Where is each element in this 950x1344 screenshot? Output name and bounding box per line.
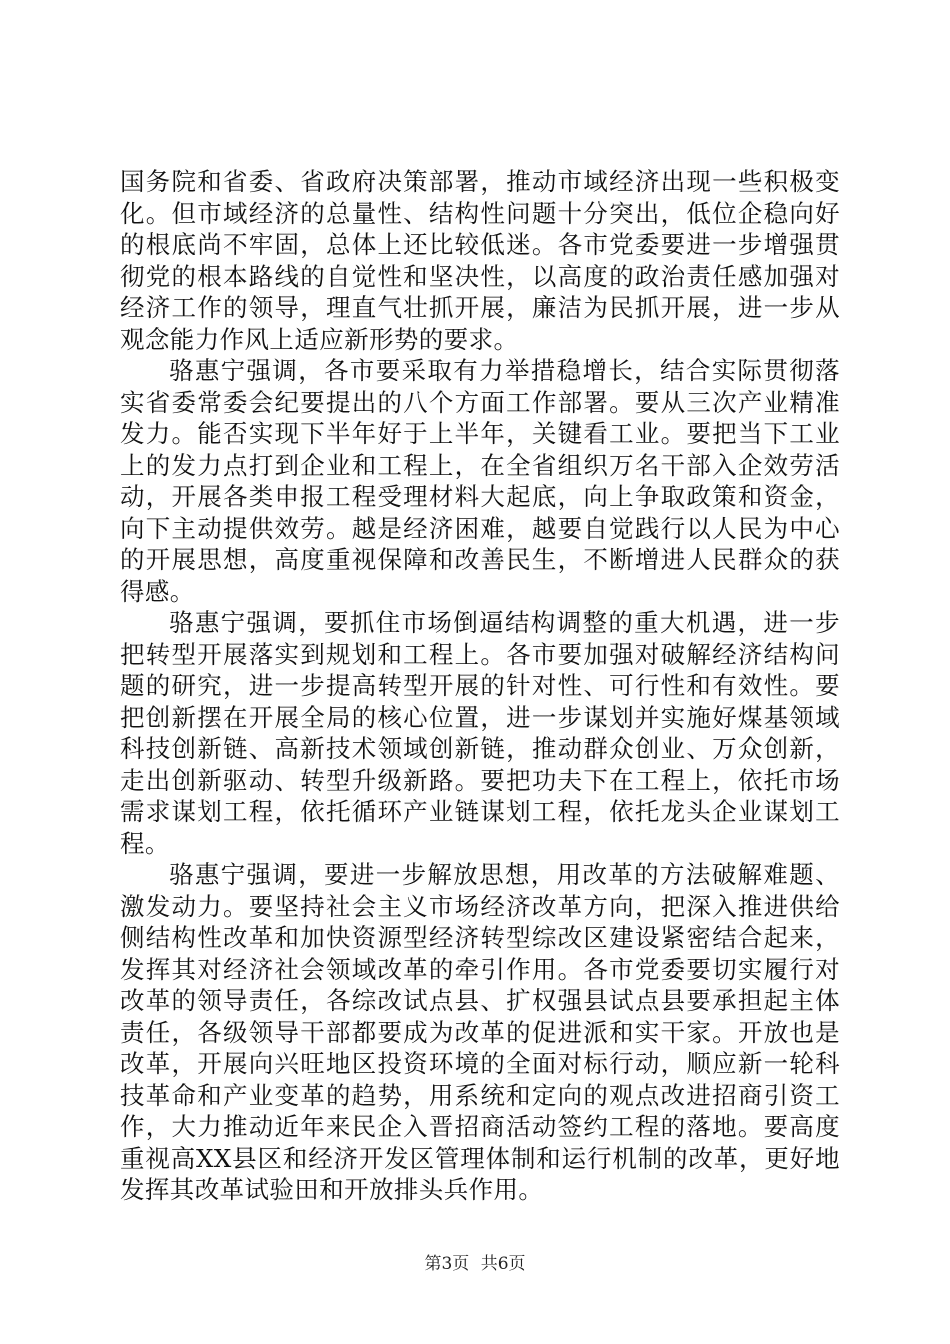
paragraph-reform-opening: 骆惠宁强调，要进一步解放思想，用改革的方法破解难题、激发动力。要坚持社会主义市场经济改革方向，把深入推进供给侧结构性改革和加快资源型经济转型综改区建设紧密结合起来，发挥其对经济社会领域改革的牵引作用。各市党委要切实履行对改革的领导责任，各综改试点县、扩权强县试点县要承担起主体责任，各级领导干部都要成为改革的促进派和实干家。开放也是改革，开展向兴旺地区投资环境的全面对标行动，顺应新一轮科技革命和产业变革的趋势，用系统和定向的观点改进招商引资工作，大力推动近年来民企入晋招商活动签约工程的落地。要高度重视高XX县区和经济开发区管理体制和运行机制的改革，更好地发挥其改革试验田和开放排头兵作用。 [120,860,840,1204]
paragraph-continuation: 国务院和省委、省政府决策部署，推动市域经济出现一些积极变化。但市域经济的总量性、结构性问题十分突出，低位企稳向好的根底尚不牢固，总体上还比较低迷。各市党委要进一步增强贯彻党的根本路线的自觉性和坚决性，以高度的政治责任感加强对经济工作的领导，理直气壮抓开展，廉洁为民抓开展，进一步从观念能力作风上适应新形势的要求。 [120,167,840,354]
document-body [120,166,840,1206]
page-number-footer: 第3页 共6页 [424,1254,526,1274]
paragraph-structural-adjustment: 骆惠宁强调，要抓住市场倒逼结构调整的重大机遇，进一步把转型开展落实到规划和工程上。各市要加强对破解经济结构问题的研究，进一步提高转型开展的针对性、可行性和有效性。要把创新摆在开展全局的核心位置，进一步谋划并实施好煤基领域科技创新链、高新技术领域创新链，推动群众创业、万众创新，走出创新驱动、转型升级新路。要把功夫下在工程上，依托市场需求谋划工程，依托循环产业链谋划工程，依托龙头企业谋划工程。 [120,608,840,858]
paragraph-stabilize-growth: 骆惠宁强调，各市要采取有力举措稳增长，结合实际贯彻落实省委常委会纪要提出的八个方面工作部署。要从三次产业精准发力。能否实现下半年好于上半年，关键看工业。要把当下工业上的发力点打到企业和工程上，在全省组织万名干部入企效劳活动，开展各类申报工程受理材料大起底，向上争取政策和资金，向下主动提供效劳。越是经济困难，越要自觉践行以人民为中心的开展思想，高度重视保障和改善民生，不断增进人民群众的获得感。 [120,356,840,606]
